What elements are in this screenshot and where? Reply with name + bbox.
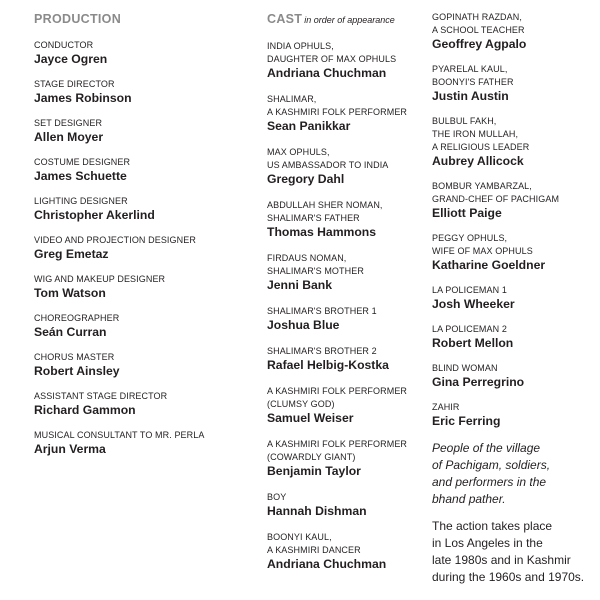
role-label: A KASHMIRI FOLK PERFORMER: [267, 386, 408, 396]
cast-credit: [432, 284, 597, 312]
person-name: James Schuette: [34, 169, 127, 183]
person-name: Christopher Akerlind: [34, 208, 155, 222]
role-label: BULBUL FAKH,: [432, 116, 497, 126]
person-name: Hannah Dishman: [267, 504, 367, 518]
person-name: Robert Mellon: [432, 336, 514, 350]
role-label: INDIA OPHULS,: [267, 41, 334, 51]
person-name: James Robinson: [34, 91, 132, 105]
role-label: LIGHTING DESIGNER: [34, 196, 128, 206]
role-label: CHOREOGRAPHER: [34, 313, 120, 323]
role-label: WIG AND MAKEUP DESIGNER: [34, 274, 166, 284]
setting-note-line: The action takes place: [432, 519, 553, 533]
role-label: MUSICAL CONSULTANT TO MR. PERLA: [34, 430, 205, 440]
production-credit: [34, 156, 244, 184]
person-name: Seán Curran: [34, 325, 107, 339]
cast-credit: [432, 323, 597, 351]
cast-credit: [432, 362, 597, 390]
cast-credit: [267, 305, 427, 333]
role-label: THE IRON MULLAH,: [432, 129, 519, 139]
chorus-note-line: and performers in the: [432, 475, 547, 489]
person-name: Geoffrey Agpalo: [432, 37, 527, 51]
production-credit: [34, 390, 244, 418]
role-label: SHALIMAR'S MOTHER: [267, 266, 364, 276]
person-name: Justin Austin: [432, 89, 509, 103]
role-label: BOONYI'S FATHER: [432, 77, 514, 87]
cast-heading-title: CAST: [267, 12, 303, 26]
role-label: US AMBASSADOR TO INDIA: [267, 160, 389, 170]
person-name: Benjamin Taylor: [267, 464, 361, 478]
role-label: STAGE DIRECTOR: [34, 79, 115, 89]
cast-credit: [432, 401, 597, 429]
cast-list-1: [267, 40, 427, 572]
production-credit: [34, 117, 244, 145]
cast-credit: [267, 438, 427, 479]
role-label: (COWARDLY GIANT): [267, 452, 356, 462]
role-label: A KASHMIRI FOLK PERFORMER: [267, 107, 408, 117]
role-label: ASSISTANT STAGE DIRECTOR: [34, 391, 168, 401]
role-label: CHORUS MASTER: [34, 352, 115, 362]
production-credit: [34, 351, 244, 379]
chorus-note: [432, 440, 597, 508]
role-label: GOPINATH RAZDAN,: [432, 12, 522, 22]
cast-list-2: [432, 11, 597, 429]
role-label: SHALIMAR'S BROTHER 1: [267, 306, 377, 316]
person-name: Elliott Paige: [432, 206, 502, 220]
production-credit: [34, 39, 244, 67]
production-heading: PRODUCTION: [34, 12, 122, 26]
cast-credit: [267, 531, 427, 572]
person-name: Katharine Goeldner: [432, 258, 546, 272]
production-list: [34, 39, 244, 457]
setting-note: [432, 518, 597, 586]
person-name: Jayce Ogren: [34, 52, 108, 66]
role-label: A SCHOOL TEACHER: [432, 25, 525, 35]
role-label: WIFE OF MAX OPHULS: [432, 246, 533, 256]
role-label: CONDUCTOR: [34, 40, 94, 50]
cast-credit: [267, 345, 427, 373]
role-label: A KASHMIRI FOLK PERFORMER: [267, 439, 408, 449]
production-credit: [34, 312, 244, 340]
person-name: Andriana Chuchman: [267, 557, 387, 571]
chorus-note-line: bhand pather.: [432, 492, 506, 506]
role-label: BLIND WOMAN: [432, 363, 498, 373]
cast-credit: [267, 199, 427, 240]
role-label: SHALIMAR'S BROTHER 2: [267, 346, 377, 356]
role-label: SHALIMAR,: [267, 94, 317, 104]
cast-credit: [267, 491, 427, 519]
role-label: FIRDAUS NOMAN,: [267, 253, 347, 263]
role-label: VIDEO AND PROJECTION DESIGNER: [34, 235, 196, 245]
production-column: [34, 12, 244, 468]
chorus-note-line: of Pachigam, soldiers,: [432, 458, 551, 472]
role-label: COSTUME DESIGNER: [34, 157, 131, 167]
production-credit: [34, 234, 244, 262]
role-label: SET DESIGNER: [34, 118, 103, 128]
role-label: BOONYI KAUL,: [267, 532, 332, 542]
role-label: BOMBUR YAMBARZAL,: [432, 181, 532, 191]
chorus-note-line: People of the village: [432, 441, 541, 455]
person-name: Eric Ferring: [432, 414, 501, 428]
person-name: Robert Ainsley: [34, 364, 120, 378]
role-label: A KASHMIRI DANCER: [267, 545, 361, 555]
cast-credit: [432, 115, 597, 169]
cast-credit: [267, 93, 427, 134]
production-credit: [34, 429, 244, 457]
person-name: Gina Perregrino: [432, 375, 525, 389]
role-label: PYARELAL KAUL,: [432, 64, 508, 74]
cast-heading-subtitle: in order of appearance: [304, 15, 395, 25]
person-name: Richard Gammon: [34, 403, 136, 417]
cast-credit: [267, 252, 427, 293]
person-name: Joshua Blue: [267, 318, 340, 332]
role-label: MAX OPHULS,: [267, 147, 330, 157]
production-credit: [34, 78, 244, 106]
production-credit: [34, 273, 244, 301]
role-label: BOY: [267, 492, 287, 502]
cast-column-1: [267, 12, 427, 584]
role-label: (CLUMSY GOD): [267, 399, 335, 409]
cast-credit: [267, 146, 427, 187]
person-name: Aubrey Allicock: [432, 154, 524, 168]
person-name: Samuel Weiser: [267, 411, 354, 425]
setting-note-line: late 1980s and in Kashmir: [432, 553, 571, 567]
setting-note-line: during the 1960s and 1970s.: [432, 570, 585, 584]
person-name: Josh Wheeker: [432, 297, 515, 311]
person-name: Sean Panikkar: [267, 119, 351, 133]
cast-credit: [432, 232, 597, 273]
cast-credit: [267, 385, 427, 426]
cast-credit: [267, 40, 427, 81]
person-name: Gregory Dahl: [267, 172, 345, 186]
role-label: A RELIGIOUS LEADER: [432, 142, 530, 152]
cast-credit: [432, 63, 597, 104]
role-label: ZAHIR: [432, 402, 460, 412]
person-name: Greg Emetaz: [34, 247, 109, 261]
person-name: Thomas Hammons: [267, 225, 377, 239]
role-label: DAUGHTER OF MAX OPHULS: [267, 54, 397, 64]
person-name: Tom Watson: [34, 286, 106, 300]
person-name: Andriana Chuchman: [267, 66, 387, 80]
setting-note-line: in Los Angeles in the: [432, 536, 543, 550]
role-label: LA POLICEMAN 1: [432, 285, 507, 295]
person-name: Rafael Helbig-Kostka: [267, 358, 389, 372]
role-label: PEGGY OPHULS,: [432, 233, 508, 243]
person-name: Arjun Verma: [34, 442, 106, 456]
cast-heading: [267, 12, 427, 28]
cast-column-2: [432, 11, 597, 586]
role-label: ABDULLAH SHER NOMAN,: [267, 200, 383, 210]
person-name: Jenni Bank: [267, 278, 333, 292]
role-label: LA POLICEMAN 2: [432, 324, 507, 334]
production-credit: [34, 195, 244, 223]
person-name: Allen Moyer: [34, 130, 104, 144]
role-label: GRAND-CHEF OF PACHIGAM: [432, 194, 560, 204]
cast-credit: [432, 180, 597, 221]
role-label: SHALIMAR'S FATHER: [267, 213, 360, 223]
cast-credit: [432, 11, 597, 52]
